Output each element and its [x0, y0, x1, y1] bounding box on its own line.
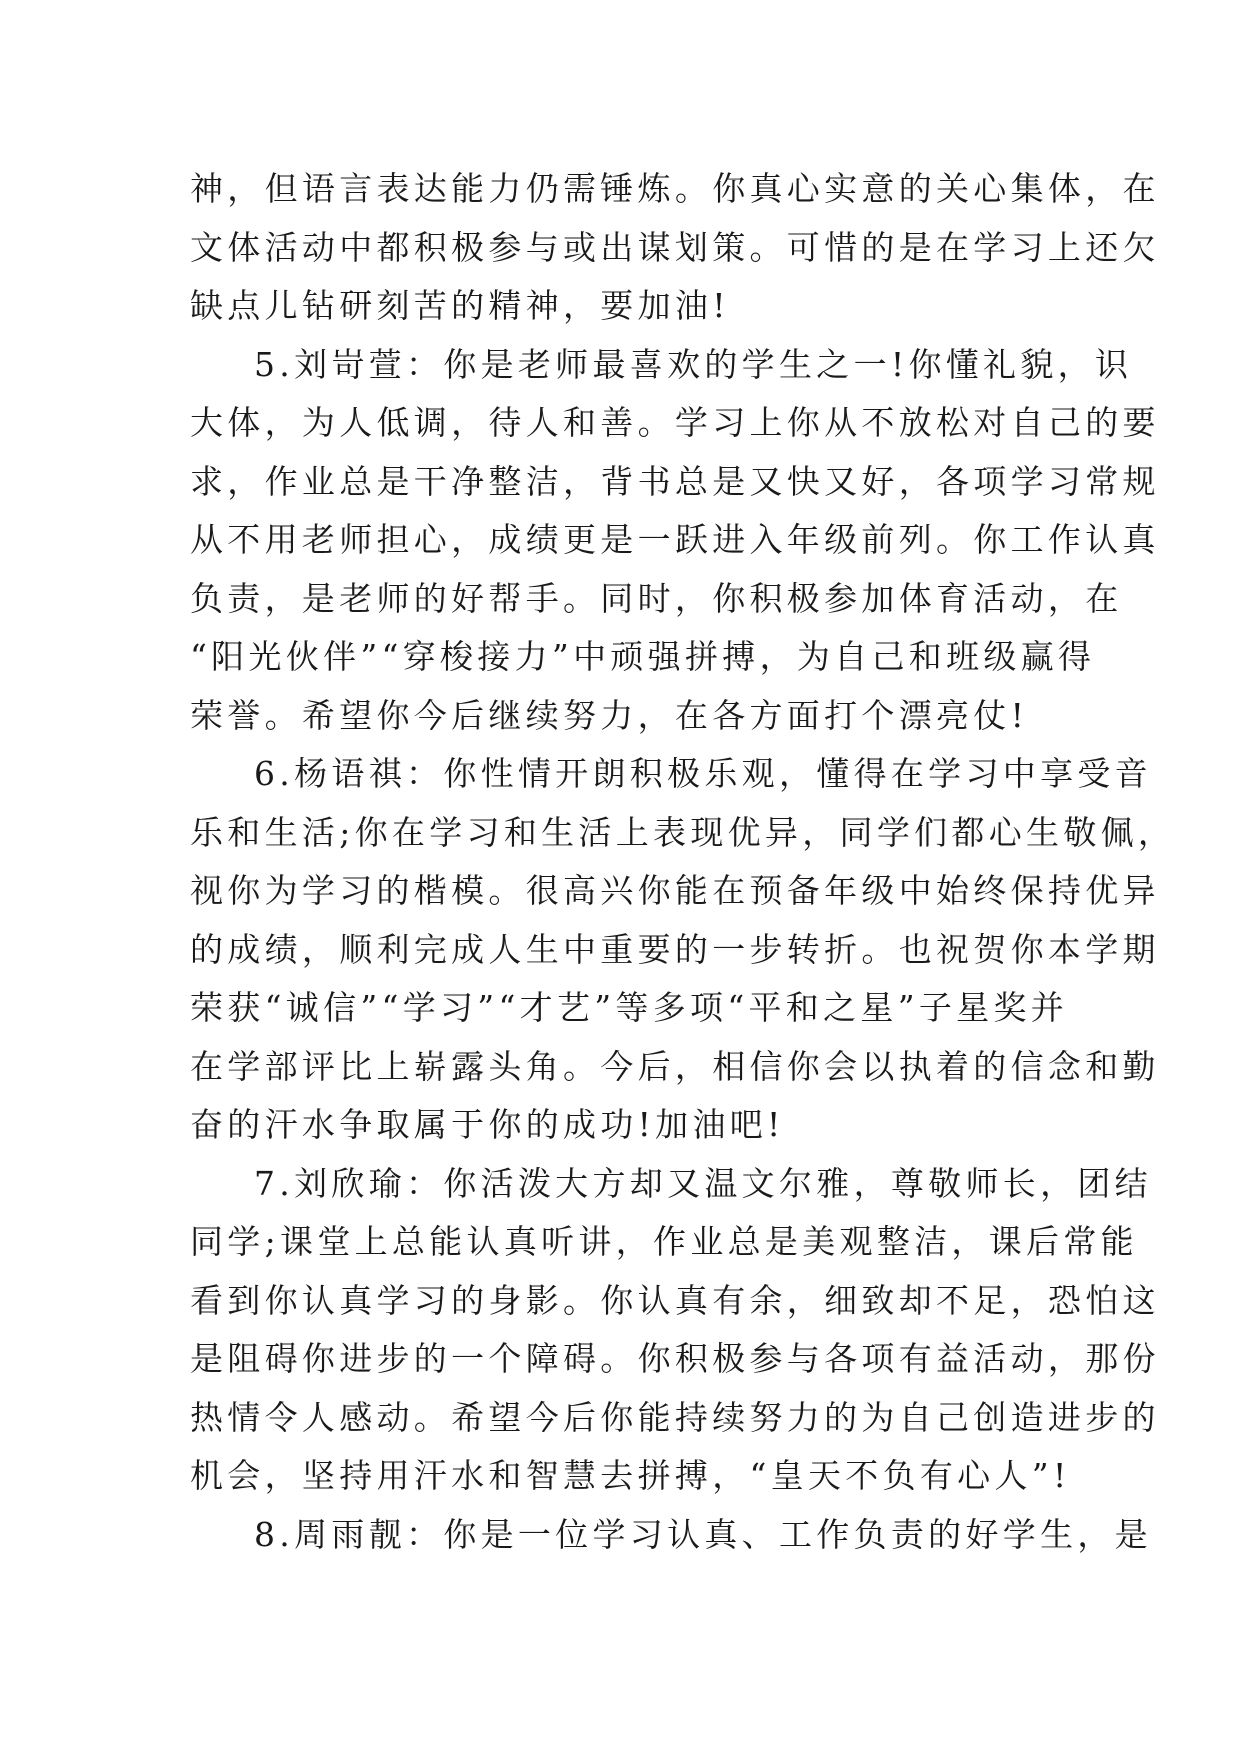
text-line: “阳光伙伴”“穿梭接力”中顽强拼搏，为自己和班级赢得: [190, 637, 1096, 676]
text-line: 机会，坚持用汗水和智慧去拼搏，“皇天不负有心人”!: [190, 1456, 1071, 1495]
paragraph-start-line: 7.刘欣瑜：你活泼大方却又温文尔雅，尊敬师长，团结: [254, 1163, 1152, 1203]
text-line: 看到你认真学习的身影。你认真有余，细致却不足，恐怕这: [190, 1280, 1160, 1320]
text-line: 视你为学习的楷模。很高兴你能在预备年级中始终保持优异: [190, 871, 1160, 910]
text-line: 乐和生活;你在学习和生活上表现优异，同学们都心生敬佩，: [190, 812, 1176, 852]
text-line: 神，但语言表达能力仍需锤炼。你真心实意的关心集体，在: [190, 169, 1160, 208]
text-line: 热情令人感动。希望今后你能持续努力的为自己创造进步的: [190, 1397, 1160, 1437]
text-line: 荣获“诚信”“学习”“才艺”等多项“平和之星”子星奖并: [190, 988, 1069, 1027]
text-line: 的成绩，顺利完成人生中重要的一步转折。也祝贺你本学期: [190, 929, 1160, 969]
text-line: 负责，是老师的好帮手。同时，你积极参加体育活动，在: [190, 578, 1123, 618]
paragraph-start-line: 8.周雨靓：你是一位学习认真、工作负责的好学生，是: [254, 1514, 1152, 1554]
text-line: 奋的汗水争取属于你的成功!加油吧!: [190, 1105, 785, 1144]
text-line: 荣誉。希望你今后继续努力，在各方面打个漂亮仗!: [190, 695, 1029, 735]
text-line: 从不用老师担心，成绩更是一跃进入年级前列。你工作认真: [190, 520, 1160, 559]
text-line: 在学部评比上崭露头角。今后，相信你会以执着的信念和勤: [190, 1046, 1160, 1086]
paragraph-start-line: 6.杨语祺：你性情开朗积极乐观，懂得在学习中享受音: [254, 754, 1152, 793]
text-line: 求，作业总是干净整洁，背书总是又快又好，各项学习常规: [190, 461, 1160, 501]
text-line: 缺点儿钻研刻苦的精神，要加油!: [190, 286, 730, 325]
text-line: 大体，为人低调，待人和善。学习上你从不放松对自己的要: [190, 403, 1160, 442]
text-line: 同学;课堂上总能认真听讲，作业总是美观整洁，课后常能: [190, 1222, 1138, 1261]
document-body: [190, 160, 1176, 1564]
paragraph-start-line: 5.刘岢萱：你是老师最喜欢的学生之一!你懂礼貌，识: [254, 344, 1133, 384]
text-line: 文体活动中都积极参与或出谋划策。可惜的是在学习上还欠: [190, 227, 1160, 267]
text-line: 是阻碍你进步的一个障碍。你积极参与各项有益活动，那份: [190, 1339, 1160, 1378]
